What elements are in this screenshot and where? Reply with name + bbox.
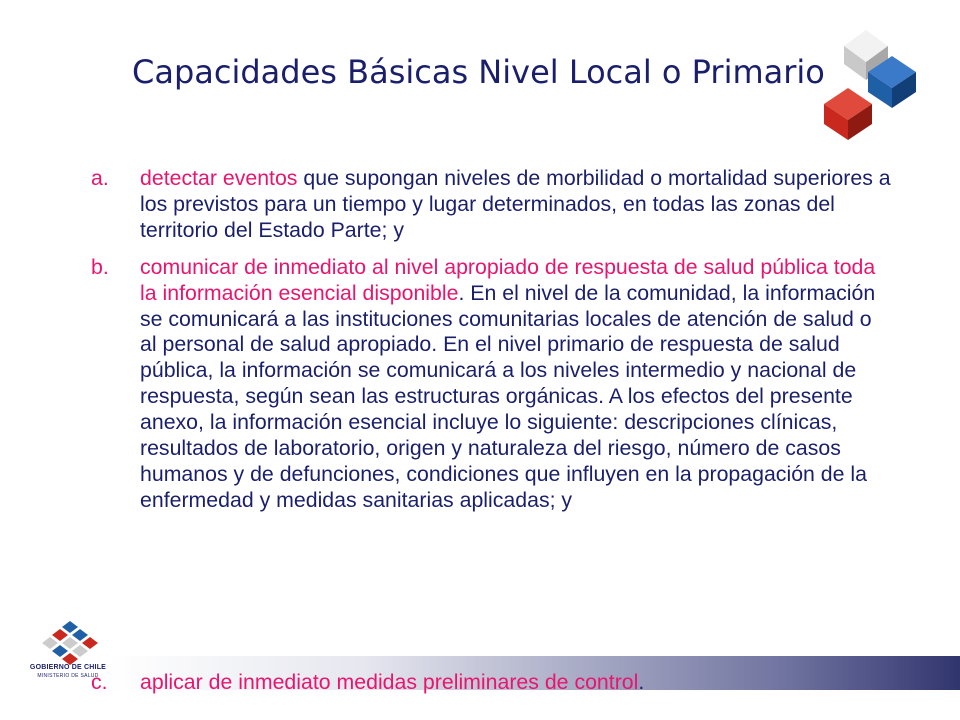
slide-title: Capacidades Básicas Nivel Local o Primario — [132, 53, 825, 91]
list-marker: a. — [91, 166, 109, 190]
item-text: . En el nivel de la comunidad, la información se comunicará a las instituciones comunitarias locales de atención de salud o al personal de salud apropiado. En el nivel primario de respuesta de salud pública, la información se comunicará a los niveles intermedio y nacional de respuesta, según sean las estructuras orgánicas. A los efectos del presente anexo, la información esencial incluye lo siguiente: descripciones clínicas, resultados de laboratorio, origen y naturaleza del riesgo, número de casos humanos y de defunciones, condiciones que influyen en la propagación de la enfermedad y medidas sanitarias aplicadas; y — [140, 280, 876, 512]
list-item — [91, 670, 891, 696]
item-highlight: comunicar de inmediato al nivel apropiado de respuesta de salud pública toda la información esencial disponible — [140, 254, 876, 305]
list-item — [91, 166, 891, 244]
cube-stack-icon — [808, 28, 924, 144]
red-cube — [824, 88, 872, 140]
list-marker: b. — [91, 254, 109, 279]
item-highlight: aplicar de inmediato medidas preliminares de control — [140, 670, 639, 694]
item-highlight: detectar eventos — [140, 166, 298, 190]
logo-line-2: MINISTERIO DE SALUD — [37, 673, 99, 679]
capabilities-list — [91, 166, 891, 525]
chile-logo-icon — [30, 615, 110, 695]
list-item — [91, 255, 891, 514]
logo-line-1: GOBIERNO DE CHILE — [29, 664, 107, 671]
logo-caption — [20, 664, 116, 680]
item-text: . — [638, 670, 645, 694]
list-marker: c. — [91, 670, 108, 694]
item-text: que supongan niveles de morbilidad o mortalidad superiores a los previstos para un tiempo y lugar determinados, en todas las zonas del territorio del Estado Parte; y — [140, 166, 891, 242]
